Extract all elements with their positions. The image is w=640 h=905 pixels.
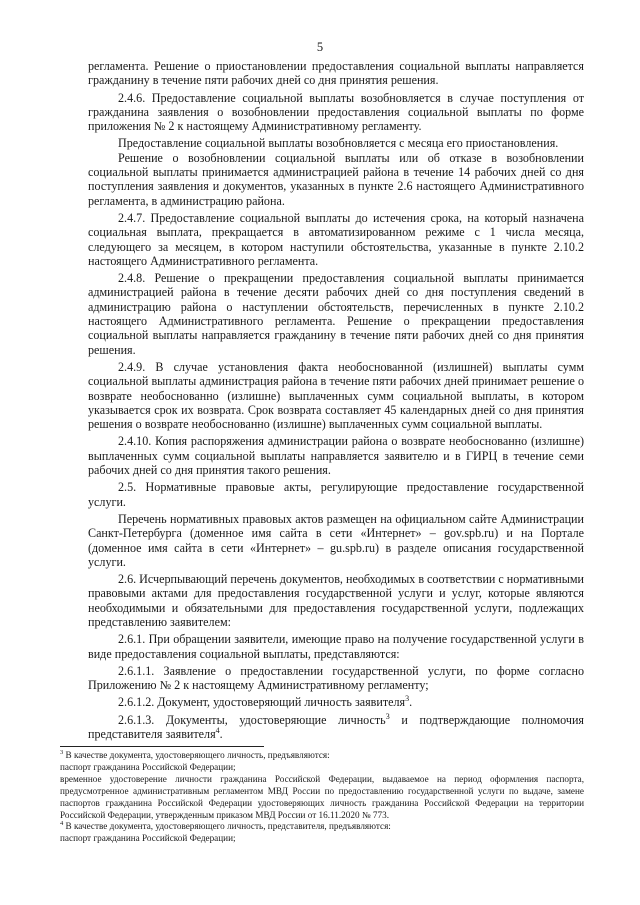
paragraph-6: 2.4.9. В случае установления факта необоснованной (излишней) выплаты сумм социальной выплаты администрация района в течение пяти рабочих дней принимает решение о возврате необоснованно (излишне) выплаченных сумм социальной выплаты, в котором указывается срок их возврата. Срок возврата составляет 45 календарных дней со дня принятия решения о возврате необоснованно (излишне) выплаченных сумм социальной выплаты.	[88, 359, 584, 432]
document-body	[88, 59, 584, 741]
paragraph-11: 2.6.1. При обращении заявители, имеющие право на получение государственной услуги в виде предоставления социальной выплаты, представляются:	[88, 632, 584, 661]
footnote-3-item-2: временное удостоверение личности гражданина Российской Федерации, выдаваемое на период оформления паспорта, предусмотренное административным регламентом МВД России по предоставлению государственной услуги по выдаче, замене паспортов гражданина Российской Федерации удостоверяющих личность гражданина Российской Федерации на территории Российской Федерации, утвержденным приказом МВД России от 16.11.2020 № 773.	[60, 773, 584, 820]
footnote-4-item-1: паспорт гражданина Российской Федерации;	[60, 833, 236, 844]
footnote-ref-3[interactable]: 3	[405, 694, 410, 704]
footnote-4-intro-text: В качестве документа, удостоверяющего личность, представителя, предъявляются:	[63, 821, 391, 832]
footnote-3-intro	[60, 750, 584, 762]
paragraph-9: Перечень нормативных правовых актов размещен на официальном сайте Администрации Санкт-Петербурга (доменное имя сайта в сети «Интернет» – gov.spb.ru) и на Портале (доменное имя сайта в сети «Интернет» – gu.spb.ru) в разделе описания государственной услуги.	[88, 511, 584, 569]
paragraph-2612-tail: .	[409, 695, 413, 710]
paragraph-5: 2.4.8. Решение о прекращении предоставления социальной выплаты принимается администрацией района в течение десяти рабочих дней со дня поступления сведений в администрацию района о наступлении обстоятельств, перечисленных в пункте 2.10.2 настоящего Административного регламента. Решение о прекращении предоставления социальной выплаты направляется гражданину в течение пяти рабочих дней со дня принятия решения.	[88, 271, 584, 357]
paragraph-3: Решение о возобновлении социальной выплаты или об отказе в возобновлении социальной выплаты принимается администрацией района в течение 14 рабочих дней со дня поступления заявления и документов, указанных в пункте 2.6 настоящего Административного регламента, в администрацию района.	[88, 150, 584, 208]
paragraph-0: регламента. Решение о приостановлении предоставления социальной выплаты направляется гражданину в течение пяти рабочих дней со дня принятия решения.	[88, 59, 584, 88]
footnote-4-intro	[60, 821, 584, 833]
footnote-3-mark: 3	[60, 748, 64, 756]
paragraph-2613-text-2: и подтверждающие полномочия представителя заявителя	[88, 712, 584, 742]
paragraph-2613-tail: .	[219, 727, 223, 742]
paragraph-2613-text-1: 2.6.1.3. Документы, удостоверяющие личность	[118, 712, 386, 727]
paragraph-2613	[88, 713, 584, 742]
footnote-4-mark: 4	[60, 820, 64, 828]
footnote-ref-4[interactable]: 4	[215, 726, 220, 736]
paragraph-8: 2.5. Нормативные правовые акты, регулирующие предоставление государственной услуги.	[88, 480, 584, 509]
paragraph-10: 2.6. Исчерпывающий перечень документов, необходимых в соответствии с нормативными правовыми актами для предоставления государственной услуги и услуг, которые являются необходимыми и обязательными для предоставления государственной услуги, подлежащих представлению заявителем:	[88, 572, 584, 629]
paragraph-7: 2.4.10. Копия распоряжения администрации района о возврате необоснованно (излишне) выплаченных сумм социальной выплаты направляется заявителю и в ГИРЦ в течение семи рабочих дней со дня принятия такого решения.	[88, 434, 584, 478]
footnotes	[60, 750, 584, 845]
page-number: 5	[316, 40, 324, 54]
footnote-ref-3[interactable]: 3	[385, 711, 390, 721]
paragraph-4: 2.4.7. Предоставление социальной выплаты до истечения срока, на который назначена социальная выплата, прекращается в автоматизированном режиме с 1 числа месяца, следующего за месяцем, в котором наступили обстоятельства, указанные в пункте 2.10.2 настоящего Административного регламента.	[88, 210, 584, 268]
footnote-3-item-1: паспорт гражданина Российской Федерации;	[60, 761, 236, 772]
paragraph-1: 2.4.6. Предоставление социальной выплаты возобновляется в случае поступления от гражданина заявления о возобновлении предоставления социальной выплаты по форме приложения № 2 к настоящему Административному регламенту.	[88, 90, 584, 134]
paragraph-2612	[88, 695, 584, 709]
paragraph-2: Предоставление социальной выплаты возобновляется с месяца его приостановления.	[118, 136, 559, 151]
paragraph-12: 2.6.1.1. Заявление о предоставлении государственной услуги, по форме согласно Приложению № 2 к настоящему Административному регламенту;	[88, 663, 584, 693]
footnote-separator	[60, 746, 264, 747]
paragraph-2612-text: 2.6.1.2. Документ, удостоверяющий личность заявителя	[118, 695, 406, 710]
footnote-3-intro-text: В качестве документа, удостоверяющего личность, предъявляются:	[63, 750, 330, 760]
